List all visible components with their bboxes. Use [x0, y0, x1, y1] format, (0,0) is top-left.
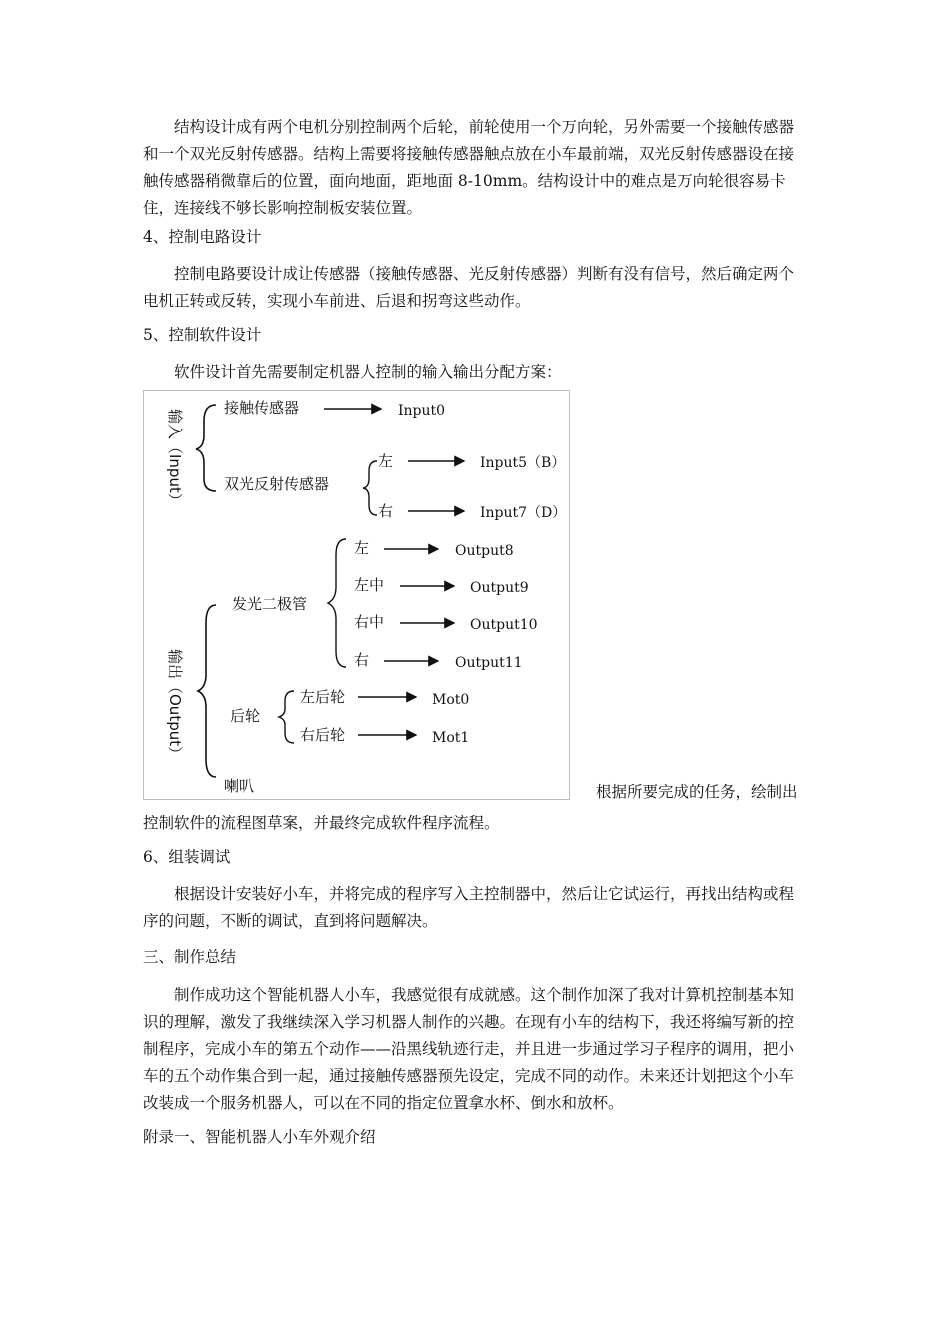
input0-label: Input0	[398, 403, 446, 419]
right-rear-wheel-label: 右后轮	[300, 726, 346, 744]
paragraph-flowchart-start: 根据所要完成的任务，绘制出	[596, 783, 798, 801]
contact-sensor-label: 接触传感器	[224, 399, 300, 417]
heading-control-software: 5、控制软件设计	[143, 326, 262, 344]
left-rear-wheel-label: 左后轮	[300, 688, 346, 706]
led-brace	[328, 539, 346, 667]
dual-sensor-brace	[363, 461, 377, 515]
rear-wheel-label: 后轮	[230, 707, 261, 725]
output11-label: Output11	[455, 655, 523, 671]
rear-wheel-brace	[279, 691, 294, 743]
input-group-label: 输入（Input）	[166, 409, 184, 508]
output9-label: Output9	[470, 580, 529, 596]
horn-label: 喇叭	[224, 777, 255, 795]
heading-control-circuit: 4、控制电路设计	[143, 228, 262, 246]
mot1-label: Mot1	[432, 730, 470, 746]
sensor-right-label: 右	[378, 502, 394, 520]
input-brace	[196, 405, 216, 491]
led-right-mid-label: 右中	[354, 613, 385, 631]
paragraph-structure-design: 结构设计成有两个电机分别控制两个后轮，前轮使用一个万向轮，另外需要一个接触传感器和一个双光反射传感器。结构上需要将接触传感器触点放在小车最前端，双光反射传感器设在接触传感器稍微靠后的位置，面向地面，距地面 8-10mm。结构设计中的难点是万向轮很容易卡住，连接线不够长影响控制板安装位置。	[143, 118, 795, 217]
output8-label: Output8	[455, 543, 514, 559]
heading-appendix: 附录一、智能机器人小车外观介绍	[143, 1128, 376, 1146]
output-brace	[198, 605, 216, 777]
output10-label: Output10	[470, 617, 538, 633]
output-group-label: 输出（Output）	[166, 649, 184, 762]
dual-sensor-label: 双光反射传感器	[224, 475, 330, 493]
led-left-mid-label: 左中	[354, 576, 385, 594]
paragraph-control-circuit: 控制电路要设计成让传感器（接触传感器、光反射传感器）判断有没有信号，然后确定两个电机正转或反转，实现小车前进、后退和拐弯这些动作。	[143, 265, 795, 310]
paragraph-summary: 制作成功这个智能机器人小车，我感觉很有成就感。这个制作加深了我对计算机控制基本知识的理解，激发了我继续深入学习机器人制作的兴趣。在现有小车的结构下，我还将编写新的控制程序，完成小车的第五个动作——沿黑线轨迹行走，并且进一步通过学习子程序的调用，把小车的五个动作集合到一起，通过接触传感器预先设定，完成不同的动作。未来还计划把这个小车改装成一个服务机器人，可以在不同的指定位置拿水杯、倒水和放杯。	[143, 986, 795, 1112]
paragraph-assembly-debug: 根据设计安装好小车，并将完成的程序写入主控制器中，然后让它试运行，再找出结构或程序的问题，不断的调试，直到将问题解决。	[143, 885, 795, 930]
heading-assembly-debug: 6、组装调试	[143, 848, 231, 866]
mot0-label: Mot0	[432, 692, 470, 708]
heading-summary: 三、制作总结	[143, 948, 237, 966]
paragraph-flowchart-cont: 控制软件的流程图草案，并最终完成软件程序流程。	[143, 814, 500, 832]
led-right-label: 右	[354, 651, 370, 669]
io-allocation-diagram	[143, 390, 570, 800]
sensor-left-label: 左	[378, 452, 394, 470]
led-label: 发光二极管	[232, 595, 308, 613]
input7-label: Input7（D）	[480, 505, 567, 521]
paragraph-io-allocation: 软件设计首先需要制定机器人控制的输入输出分配方案：	[174, 363, 562, 381]
input5-label: Input5（B）	[480, 455, 566, 471]
led-left-label: 左	[354, 539, 370, 557]
